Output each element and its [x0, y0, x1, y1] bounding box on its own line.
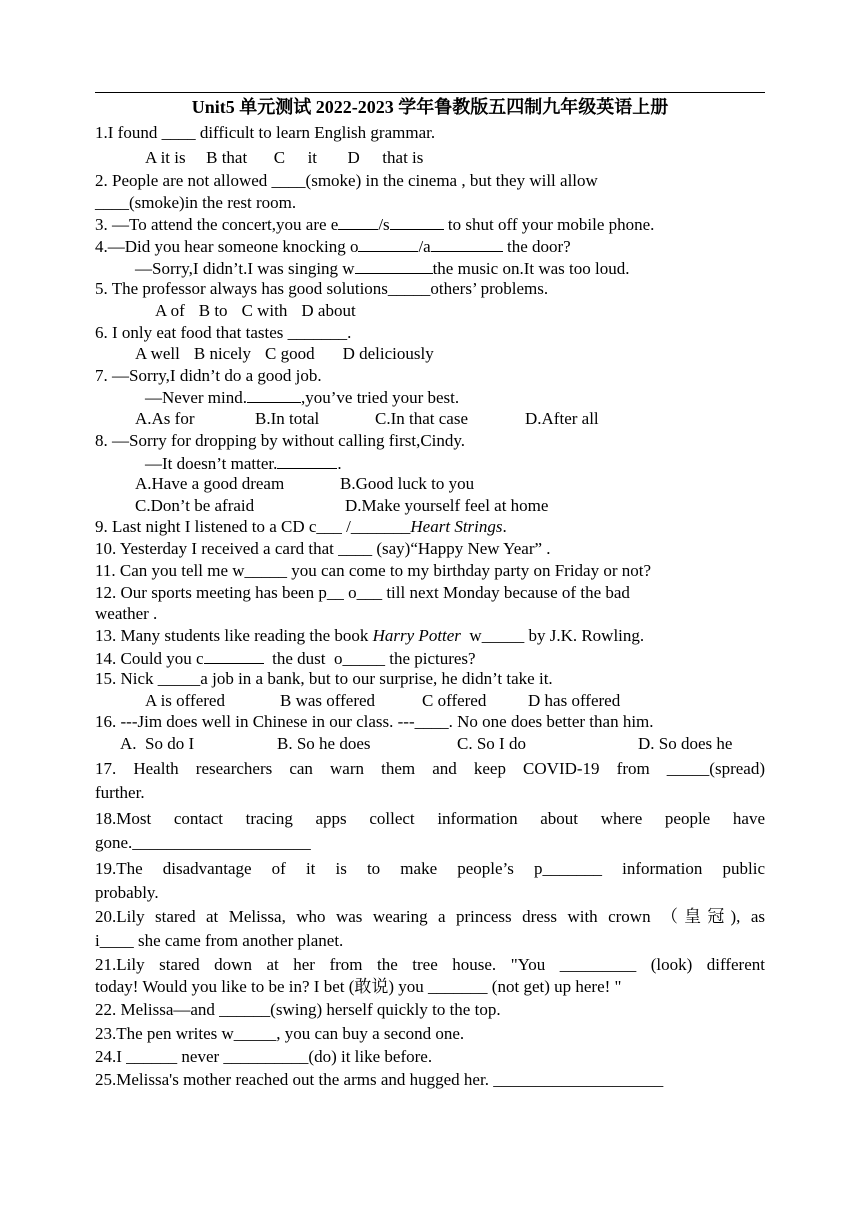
option: B nicely	[193, 344, 251, 363]
option: that is	[382, 148, 424, 167]
question-20-line-1: 20.Lily stared at Melissa, who was wearing a princess dress with crown （皇冠), as	[95, 907, 765, 926]
question-8-reply-text: —It doesn’t matter.	[145, 454, 278, 473]
question-14-text: 14. Could you c	[95, 649, 204, 668]
question-8-options-row-2	[135, 495, 548, 517]
option: C	[273, 148, 286, 167]
option: C. So I do	[457, 734, 526, 753]
blank	[390, 213, 444, 230]
question-16-options	[120, 733, 732, 755]
option: A it is	[145, 148, 186, 167]
option: B.Good luck to you	[340, 474, 475, 493]
question-9	[95, 516, 507, 538]
question-13-text: 13. Many students like reading the book	[95, 626, 373, 645]
option: D	[347, 148, 360, 167]
option: D deliciously	[342, 344, 434, 363]
question-5-options	[155, 300, 356, 322]
question-20-line-2: i____ she came from another planet.	[95, 931, 344, 950]
question-7: 7. —Sorry,I didn’t do a good job.	[95, 366, 322, 385]
header-rule	[95, 92, 765, 93]
question-12-line-2: weather .	[95, 604, 158, 623]
option: B was offered	[280, 691, 376, 710]
question-19-line-2: probably.	[95, 883, 159, 902]
question-10: 10. Yesterday I received a card that ____ (say)“Happy New Year” .	[95, 539, 551, 558]
question-21-line-1: 21.Lily stared down at her from the tree house. "You _________ (look) different	[95, 955, 765, 974]
question-4-text: 4.—Did you hear someone knocking o	[95, 237, 359, 256]
question-4-text-end: the door?	[502, 237, 571, 256]
option: D.Make yourself feel at home	[345, 496, 549, 515]
option: C.In that case	[375, 409, 468, 428]
question-16: 16. ---Jim does well in Chinese in our class. ---____. No one does better than him.	[95, 712, 654, 731]
question-8-reply-end: .	[337, 454, 342, 473]
blank	[247, 386, 301, 403]
question-8-options-row-1	[135, 473, 474, 495]
question-7-reply-text: —Never mind.	[145, 388, 247, 407]
question-8: 8. —Sorry for dropping by without calling first,Cindy.	[95, 431, 466, 450]
blank	[277, 452, 337, 469]
option: it	[307, 148, 318, 167]
blank	[431, 235, 503, 252]
question-7-reply	[145, 386, 459, 409]
question-17-line-2: further.	[95, 783, 145, 802]
question-21-line-2: today! Would you like to be in? I bet (敢说) you _______ (not get) up here! "	[95, 977, 622, 996]
option: C good	[265, 344, 315, 363]
question-4	[95, 235, 571, 258]
blank	[355, 257, 433, 274]
blank	[204, 647, 264, 664]
question-2-line-1: 2. People are not allowed ____(smoke) in the cinema , but they will allow	[95, 171, 598, 190]
question-9-end: .	[502, 517, 507, 536]
option: A of	[155, 301, 185, 320]
question-24: 24.I ______ never __________(do) it like before.	[95, 1047, 433, 1066]
option: B that	[206, 148, 248, 167]
question-14-end: the dust o_____ the pictures?	[263, 649, 476, 668]
question-4-reply	[135, 257, 629, 280]
question-13-end: w_____ by J.K. Rowling.	[460, 626, 645, 645]
question-7-options	[135, 408, 599, 430]
question-17-line-1: 17. Health researchers can warn them and keep COVID-19 from _____(spread)	[95, 759, 765, 778]
question-18-line-2: gone._____________________	[95, 833, 311, 852]
option: D.After all	[525, 409, 599, 428]
blank	[358, 235, 418, 252]
question-23: 23.The pen writes w_____, you can buy a second one.	[95, 1024, 465, 1043]
option: A well	[135, 344, 180, 363]
question-3-text: 3. —To attend the concert,you are e	[95, 215, 339, 234]
question-3	[95, 213, 654, 236]
question-15-options	[145, 690, 620, 712]
option: B. So he does	[277, 734, 371, 753]
question-19-line-1: 19.The disadvantage of it is to make people’s p_______ information public	[95, 859, 765, 878]
option: A. So do I	[120, 734, 195, 753]
question-1: 1.I found ____ difficult to learn English grammar.	[95, 123, 436, 142]
question-6-options	[135, 343, 434, 365]
option: C.Don’t be afraid	[135, 496, 255, 515]
question-12-line-1: 12. Our sports meeting has been p__ o___ till next Monday because of the bad	[95, 583, 630, 602]
question-14	[95, 647, 476, 670]
question-9-text: 9. Last night I listened to a CD c___ /_______	[95, 517, 411, 536]
option: B to	[198, 301, 228, 320]
question-11: 11. Can you tell me w_____ you can come to my birthday party on Friday or not?	[95, 561, 652, 580]
option: D has offered	[528, 691, 621, 710]
option: C offered	[422, 691, 487, 710]
option: A.Have a good dream	[135, 474, 285, 493]
question-15: 15. Nick _____a job in a bank, but to our surprise, he didn’t take it.	[95, 669, 553, 688]
question-6: 6. I only eat food that tastes _______.	[95, 323, 352, 342]
option: A is offered	[145, 691, 225, 710]
question-22: 22. Melissa—and ______(swing) herself quickly to the top.	[95, 1000, 501, 1019]
question-13	[95, 625, 644, 647]
option: D about	[301, 301, 356, 320]
question-7-reply-end: ,you’ve tried your best.	[300, 388, 460, 407]
question-3-hint: /s	[378, 215, 390, 234]
question-13-title: Harry Potter	[372, 626, 461, 645]
page-title: Unit5 单元测试 2022-2023 学年鲁教版五四制九年级英语上册	[191, 97, 669, 117]
option: D. So does he	[638, 734, 733, 753]
option: C with	[241, 301, 288, 320]
question-4-hint: /a	[418, 237, 431, 256]
blank	[338, 213, 378, 230]
question-1-options	[145, 147, 423, 169]
question-9-title: Heart Strings	[410, 517, 503, 536]
question-18-line-1: 18.Most contact tracing apps collect information about where people have	[95, 809, 765, 828]
option: A.As for	[135, 409, 195, 428]
question-3-text-end: to shut off your mobile phone.	[443, 215, 655, 234]
question-4-reply-end: the music on.It was too loud.	[432, 259, 630, 278]
question-4-reply-text: —Sorry,I didn’t.I was singing w	[135, 259, 355, 278]
question-5: 5. The professor always has good solutions_____others’ problems.	[95, 279, 549, 298]
option: B.In total	[255, 409, 320, 428]
question-2-line-2: ____(smoke)in the rest room.	[95, 193, 297, 212]
question-25: 25.Melissa's mother reached out the arms and hugged her. ____________________	[95, 1070, 664, 1089]
question-8-reply	[145, 452, 342, 475]
